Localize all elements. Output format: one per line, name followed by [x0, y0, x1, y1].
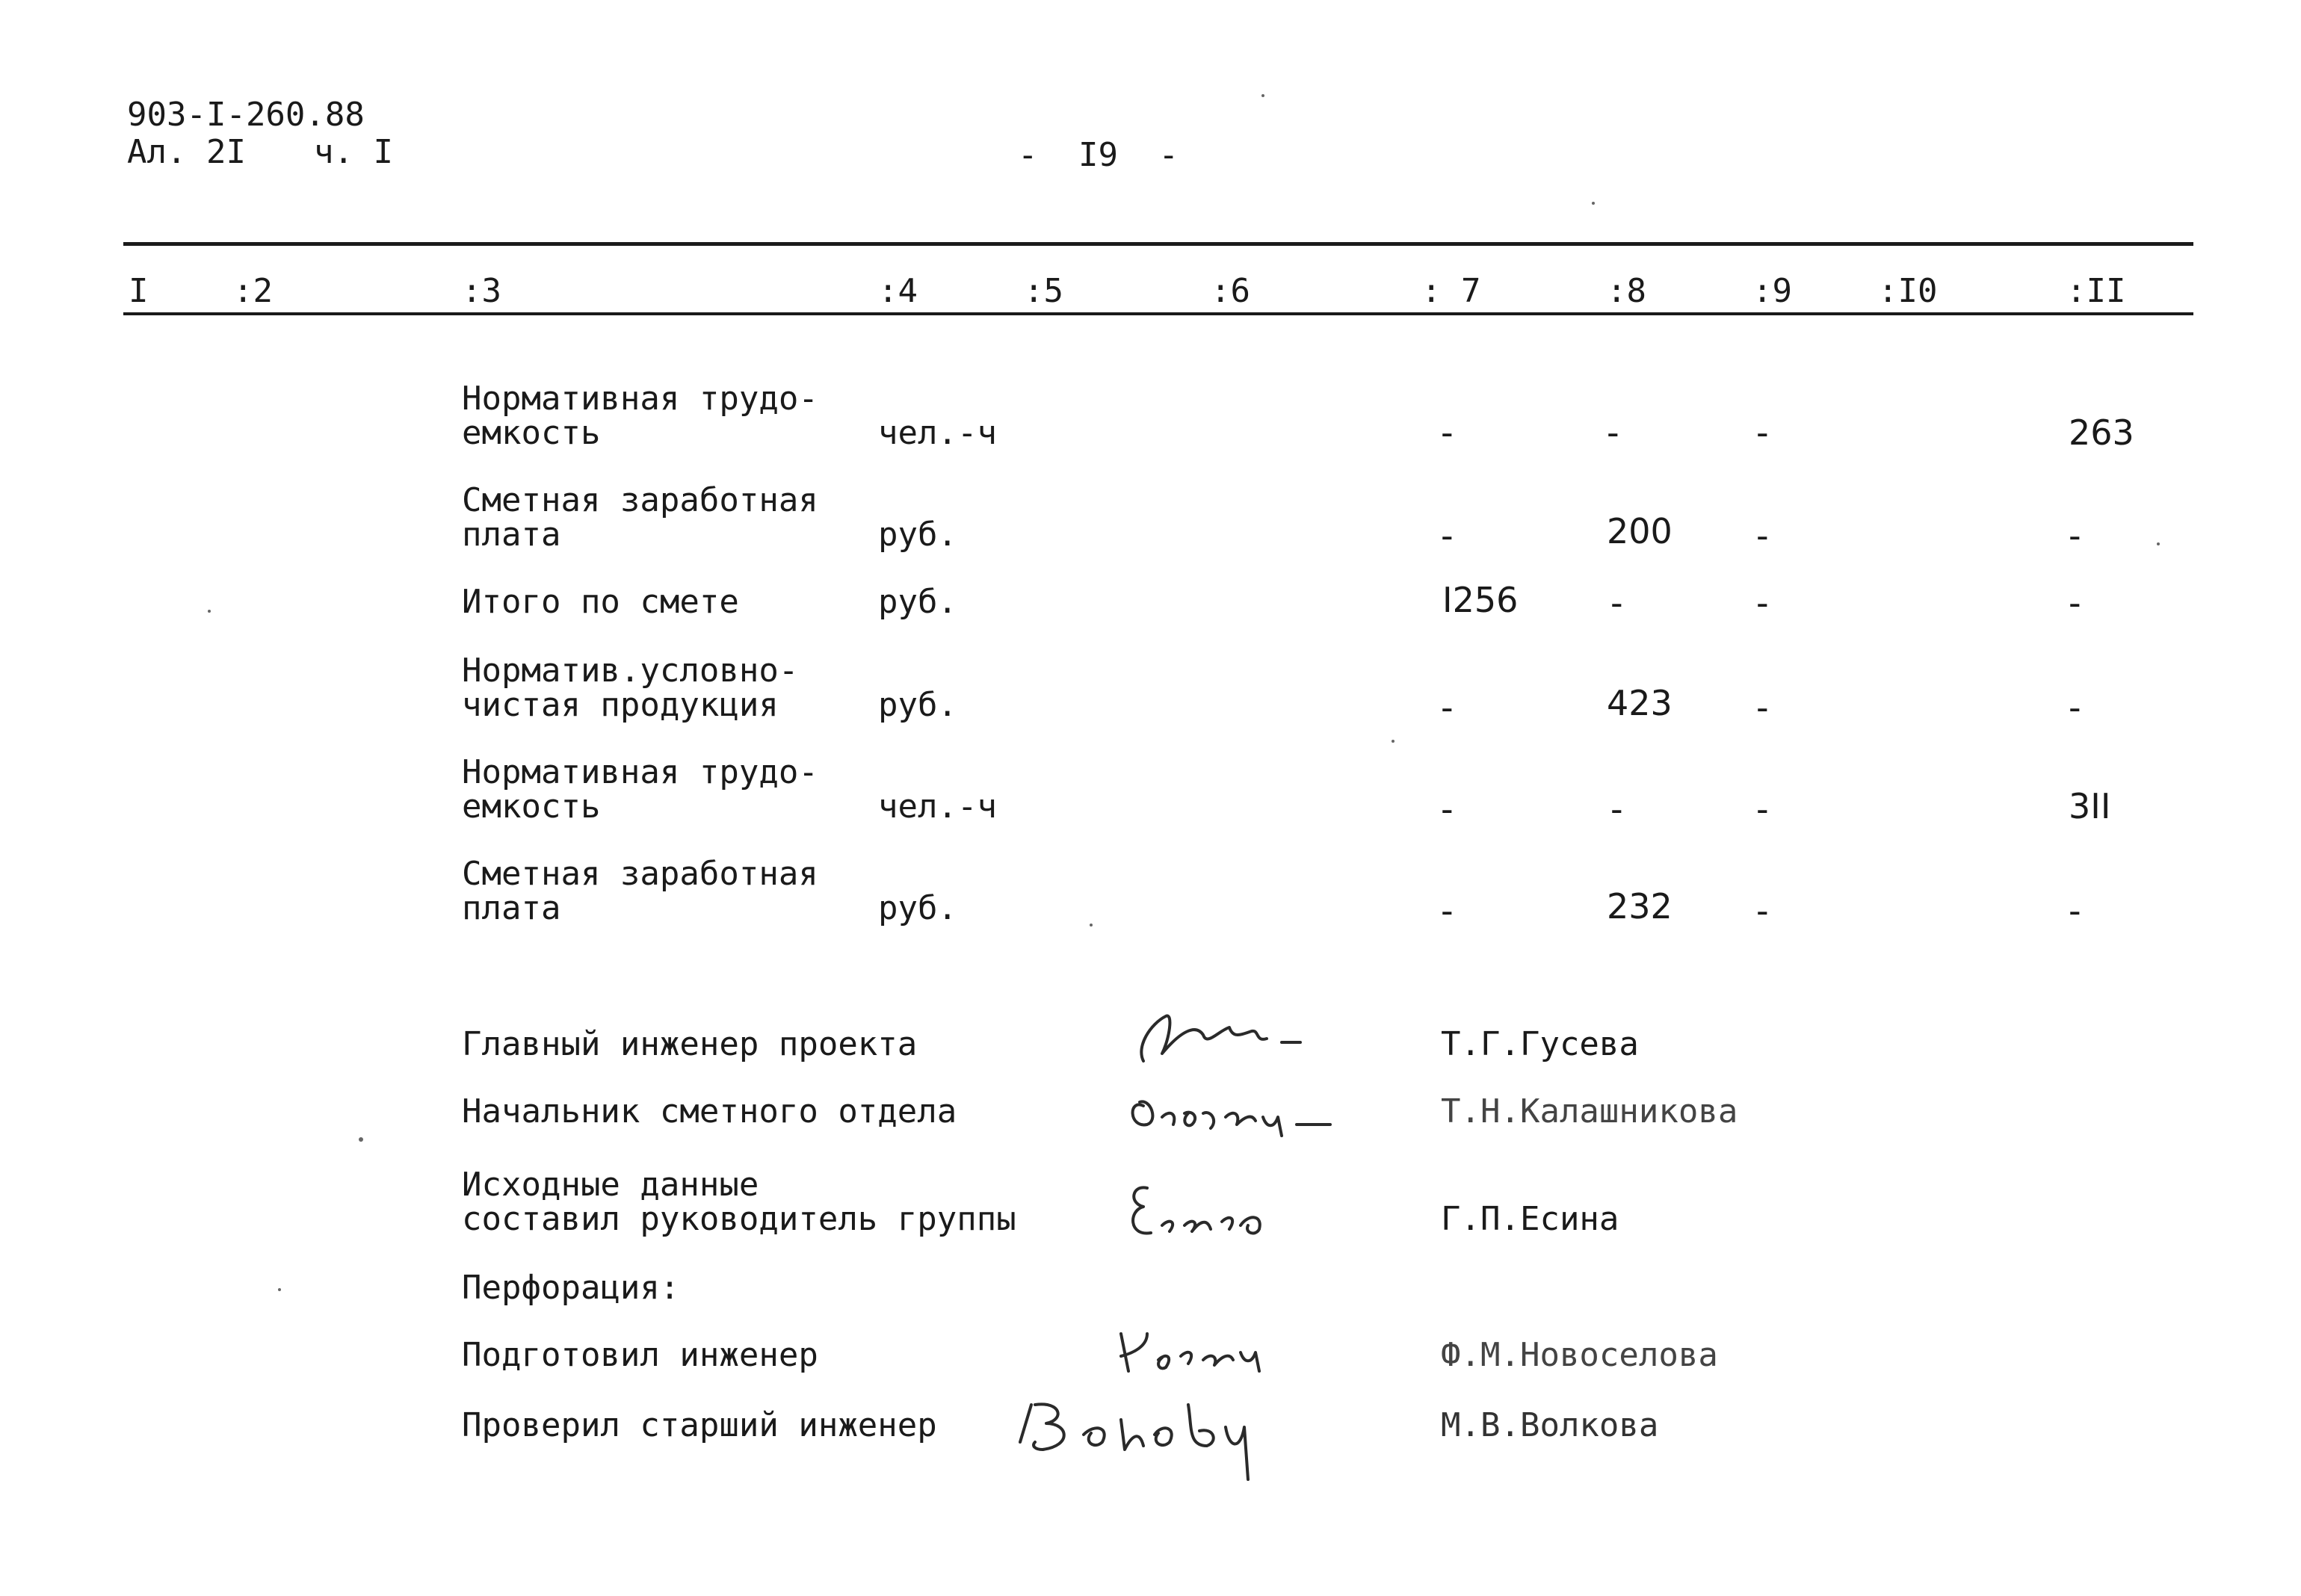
handwritten-signature [1117, 1173, 1304, 1255]
row-name-line: плата [462, 516, 561, 554]
cell-col8: - [1610, 789, 1623, 829]
cell-col7: - [1441, 789, 1454, 829]
handwritten-signature [1128, 1001, 1323, 1076]
scan-speck [278, 1288, 281, 1291]
cell-col7: - [1441, 891, 1454, 931]
column-header: : 7 [1421, 272, 1481, 310]
page-number: - I9 - [1018, 136, 1179, 174]
sheet-label: Ал. 2I [127, 133, 246, 171]
scan-speck [1090, 924, 1093, 927]
cell-col8: - [1610, 583, 1623, 623]
cell-col11: - [2069, 891, 2081, 931]
cell-col7: - [1441, 516, 1454, 556]
scan-speck [359, 1137, 363, 1142]
row-unit: руб. [878, 583, 957, 621]
column-header: :II [2066, 272, 2126, 310]
signature-name: Т.Г.Гусева [1441, 1025, 1639, 1063]
column-header: :4 [878, 272, 918, 310]
row-name-line: чистая продукция [462, 686, 779, 724]
table-header-bottom-rule [123, 312, 2193, 315]
row-unit: чел.-ч [878, 414, 997, 452]
table-top-rule [123, 242, 2193, 246]
cell-col9: - [1756, 516, 1769, 556]
row-unit: руб. [878, 889, 957, 927]
cell-col11: - [2069, 583, 2081, 623]
row-name-line: Итого по смете [462, 583, 739, 621]
cell-col11: - [2069, 687, 2081, 728]
cell-col9: - [1756, 687, 1769, 728]
column-header: :3 [462, 272, 501, 310]
cell-col11: - [2069, 516, 2081, 556]
signature-name: Ф.М.Новоселова [1441, 1336, 1718, 1374]
cell-col11: 263 [2069, 412, 2134, 453]
signature-role: Начальник сметного отдела [462, 1092, 957, 1130]
scan-speck [1592, 202, 1595, 205]
scan-speck [1392, 740, 1395, 743]
cell-col8: - [1607, 412, 1619, 453]
part-label: ч. I [314, 133, 393, 171]
row-unit: руб. [878, 686, 957, 724]
signature-role: Подготовил инженер [462, 1336, 818, 1374]
row-name-line: Нормативная трудо- [462, 380, 818, 418]
handwritten-signature [1001, 1375, 1285, 1487]
signature-role: Исходные данные [462, 1166, 759, 1204]
scan-speck [2157, 542, 2160, 545]
row-name-line: плата [462, 889, 561, 927]
cell-col7: - [1441, 687, 1454, 728]
column-header: :5 [1024, 272, 1063, 310]
row-unit: чел.-ч [878, 788, 997, 826]
cell-col9: - [1756, 789, 1769, 829]
row-name-line: Сметная заработная [462, 855, 818, 893]
column-header: :6 [1211, 272, 1250, 310]
scan-speck [208, 610, 211, 613]
row-name-line: емкость [462, 788, 601, 826]
cell-col9: - [1756, 583, 1769, 623]
cell-col8: 423 [1607, 683, 1673, 723]
signature-name: М.В.Волкова [1441, 1406, 1659, 1444]
row-name-line: Норматив.условно- [462, 652, 799, 690]
signature-role: составил руководитель группы [462, 1200, 1016, 1238]
column-header: :8 [1607, 272, 1646, 310]
cell-col8: 232 [1607, 886, 1673, 927]
cell-col9: - [1756, 891, 1769, 931]
cell-col11: 3II [2069, 786, 2111, 826]
row-unit: руб. [878, 516, 957, 554]
row-name-line: емкость [462, 414, 601, 452]
document-code: 903-I-260.88 [127, 96, 365, 134]
cell-col9: - [1756, 412, 1769, 453]
scan-speck [1261, 94, 1264, 97]
cell-col7: I256 [1442, 580, 1519, 620]
column-header: :I0 [1878, 272, 1938, 310]
column-header: :9 [1752, 272, 1792, 310]
handwritten-signature [1121, 1076, 1353, 1151]
signature-name: Г.П.Есина [1441, 1200, 1619, 1238]
signature-role: Проверил старший инженер [462, 1406, 937, 1444]
column-header: :2 [233, 272, 273, 310]
column-header: I [129, 272, 149, 310]
row-name-line: Сметная заработная [462, 481, 818, 519]
row-name-line: Нормативная трудо- [462, 753, 818, 791]
signature-role: Перфорация: [462, 1269, 680, 1307]
signature-name: Т.Н.Калашникова [1441, 1092, 1738, 1130]
cell-col8: 200 [1607, 511, 1673, 551]
signature-role: Главный инженер проекта [462, 1025, 918, 1063]
cell-col7: - [1441, 412, 1454, 453]
